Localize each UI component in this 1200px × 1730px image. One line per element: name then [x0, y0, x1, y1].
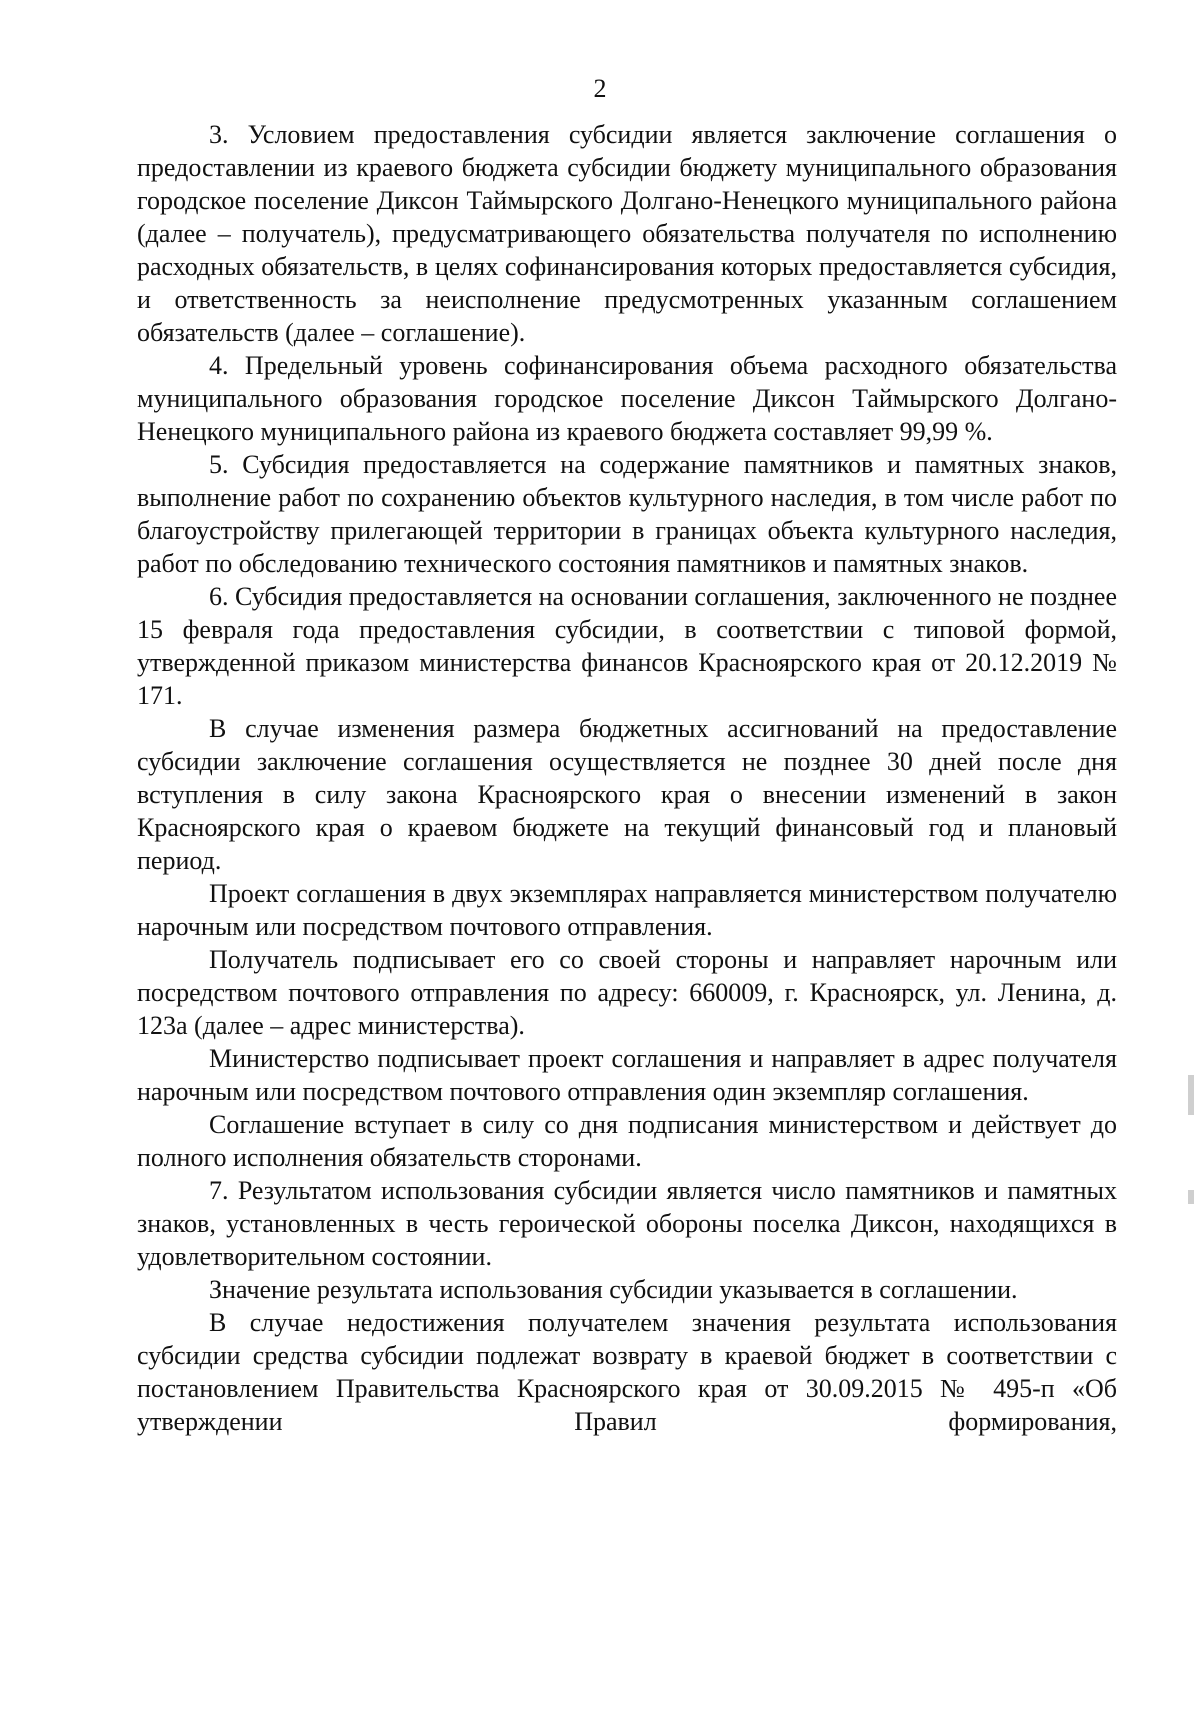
paragraph-3-condition: 3. Условием предоставления субсидии является заключение соглашения о предоставлении из краевого бюджета субсидии бюджету муниципального образования городское поселение Диксон Таймырского Долгано-Ненецкого муниципального района (далее – получатель), предусматривающего обязательства получателя по исполнению расходных обязательств, в целях софинансирования которых предоставляется субсидия, и ответственность за неисполнение предусмотренных указанным соглашением обязательств (далее – соглашение).	[137, 120, 1117, 347]
paragraph-draft-agreement: Проект соглашения в двух экземплярах направляется министерством получателю нарочным или посредством почтового отправления.	[137, 879, 1117, 941]
paragraph-ministry-signs: Министерство подписывает проект соглашения и направляет в адрес получателя нарочным или посредством почтового отправления один экземпляр соглашения.	[137, 1044, 1117, 1106]
paragraph-recipient-signs: Получатель подписывает его со своей стороны и направляет нарочным или посредством почтового отправления по адресу: 660009, г. Красноярск, ул. Ленина, д. 123а (далее – адрес министерства).	[137, 945, 1117, 1040]
paragraph-7-result: 7. Результатом использования субсидии является число памятников и памятных знаков, установленных в честь героической обороны поселка Диксон, находящихся в удовлетворительном состоянии.	[137, 1176, 1117, 1271]
paragraph-non-achievement: В случае недостижения получателем значения результата использования субсидии средства субсидии подлежат возврату в краевой бюджет в соответствии с постановлением Правительства Красноярского края от 30.09.2015 № 495-п «Об утверждении Правил формирования,	[137, 1308, 1117, 1436]
scan-edge-mark	[1188, 1190, 1194, 1204]
paragraph-result-value: Значение результата использования субсидии указывается в соглашении.	[209, 1275, 1018, 1304]
scan-edge-mark	[1188, 1075, 1194, 1115]
paragraph-5-subsidy-purpose: 5. Субсидия предоставляется на содержание памятников и памятных знаков, выполнение работ по сохранению объектов культурного наследия, в том числе работ по благоустройству прилегающей территории в границах объекта культурного наследия, работ по обследованию технического состояния памятников и памятных знаков.	[137, 450, 1117, 578]
paragraph-budget-change: В случае изменения размера бюджетных ассигнований на предоставление субсидии заключение соглашения осуществляется не позднее 30 дней после дня вступления в силу закона Красноярского края о внесении изменений в закон Красноярского края о краевом бюджете на текущий финансовый год и плановый период.	[137, 714, 1117, 875]
paragraph-6-agreement-basis: 6. Субсидия предоставляется на основании соглашения, заключенного не позднее 15 февраля года предоставления субсидии, в соответствии с типовой формой, утвержденной приказом министерства финансов Красноярского края от 20.12.2019 № 171.	[137, 582, 1117, 710]
paragraph-4-cofinancing-level: 4. Предельный уровень софинансирования объема расходного обязательства муниципального образования городское поселение Диксон Таймырского Долгано-Ненецкого муниципального района из краевого бюджета составляет 99,99 %.	[137, 351, 1117, 446]
document-body	[137, 118, 1117, 1438]
paragraph-agreement-effective: Соглашение вступает в силу со дня подписания министерством и действует до полного исполнения обязательств сторонами.	[137, 1110, 1117, 1172]
page-number: 2	[593, 74, 607, 103]
